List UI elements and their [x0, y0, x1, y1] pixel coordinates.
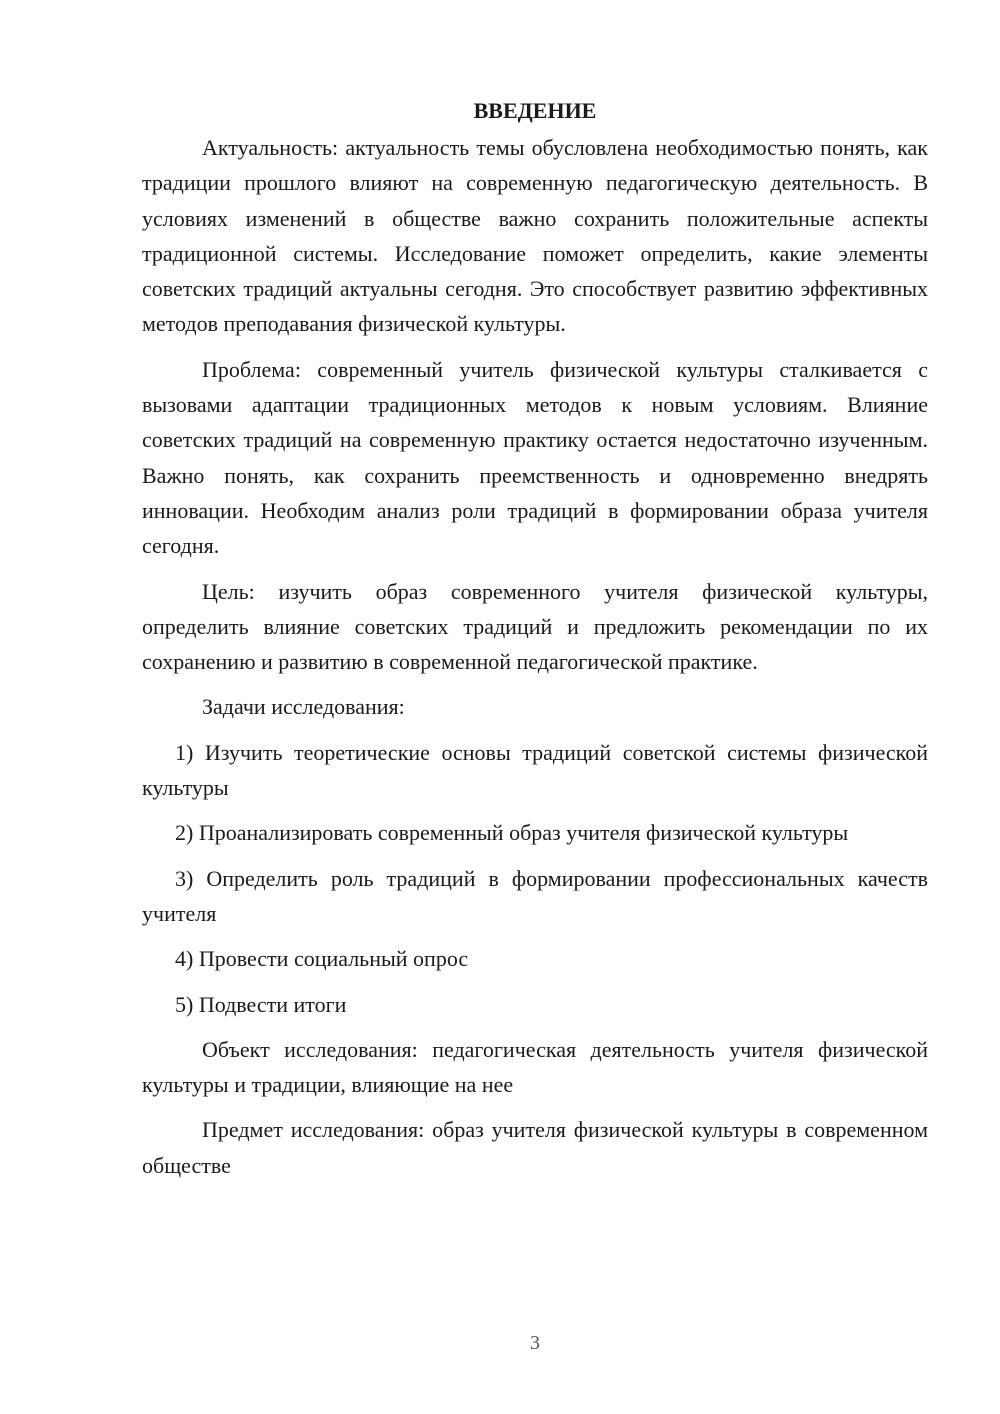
task-item-3: 3) Определить роль традиций в формировании профессиональных качеств учителя	[142, 865, 928, 926]
page-title: ВВЕДЕНИЕ	[473, 98, 597, 123]
relevance-paragraph: Актуальность: актуальность темы обусловлена необходимостью понять, как традиции прошлого влияют на современную педагогическую деятельность. В условиях изменений в обществе важно сохранить положительные аспекты традиционной системы. Исследование поможет определить, какие элементы советских традиций актуальны сегодня. Это способствует развитию эффективных методов преподавания физической культуры.	[142, 135, 928, 337]
subject-paragraph: Предмет исследования: образ учителя физической культуры в современном обществе	[142, 1117, 928, 1178]
problem-paragraph: Проблема: современный учитель физической культуры сталкивается с вызовами адаптации традиционных методов к новым условиям. Влияние советских традиций на современную практику остается недостаточно изученным. Важно понять, как сохранить преемственность и одновременно внедрять инновации. Необходим анализ роли традиций в формировании образа учителя сегодня.	[142, 356, 928, 559]
object-paragraph: Объект исследования: педагогическая деятельность учителя физической культуры и традиции, влияющие на нее	[142, 1036, 928, 1098]
goal-paragraph: Цель: изучить образ современного учителя физической культуры, определить влияние советских традиций и предложить рекомендации по их сохранению и развитию в современной педагогической практике.	[142, 578, 928, 675]
task-item-1: 1) Изучить теоретические основы традиций советской системы физической культуры	[142, 739, 928, 801]
task-item-2: 2) Проанализировать современный образ учителя физической культуры	[175, 820, 849, 846]
task-item-4: 4) Провести социальный опрос	[175, 946, 469, 972]
task-item-5: 5) Подвести итоги	[175, 991, 347, 1017]
document-page	[142, 96, 928, 1193]
page-number: 3	[530, 1332, 540, 1354]
tasks-heading: Задачи исследования:	[202, 694, 405, 720]
